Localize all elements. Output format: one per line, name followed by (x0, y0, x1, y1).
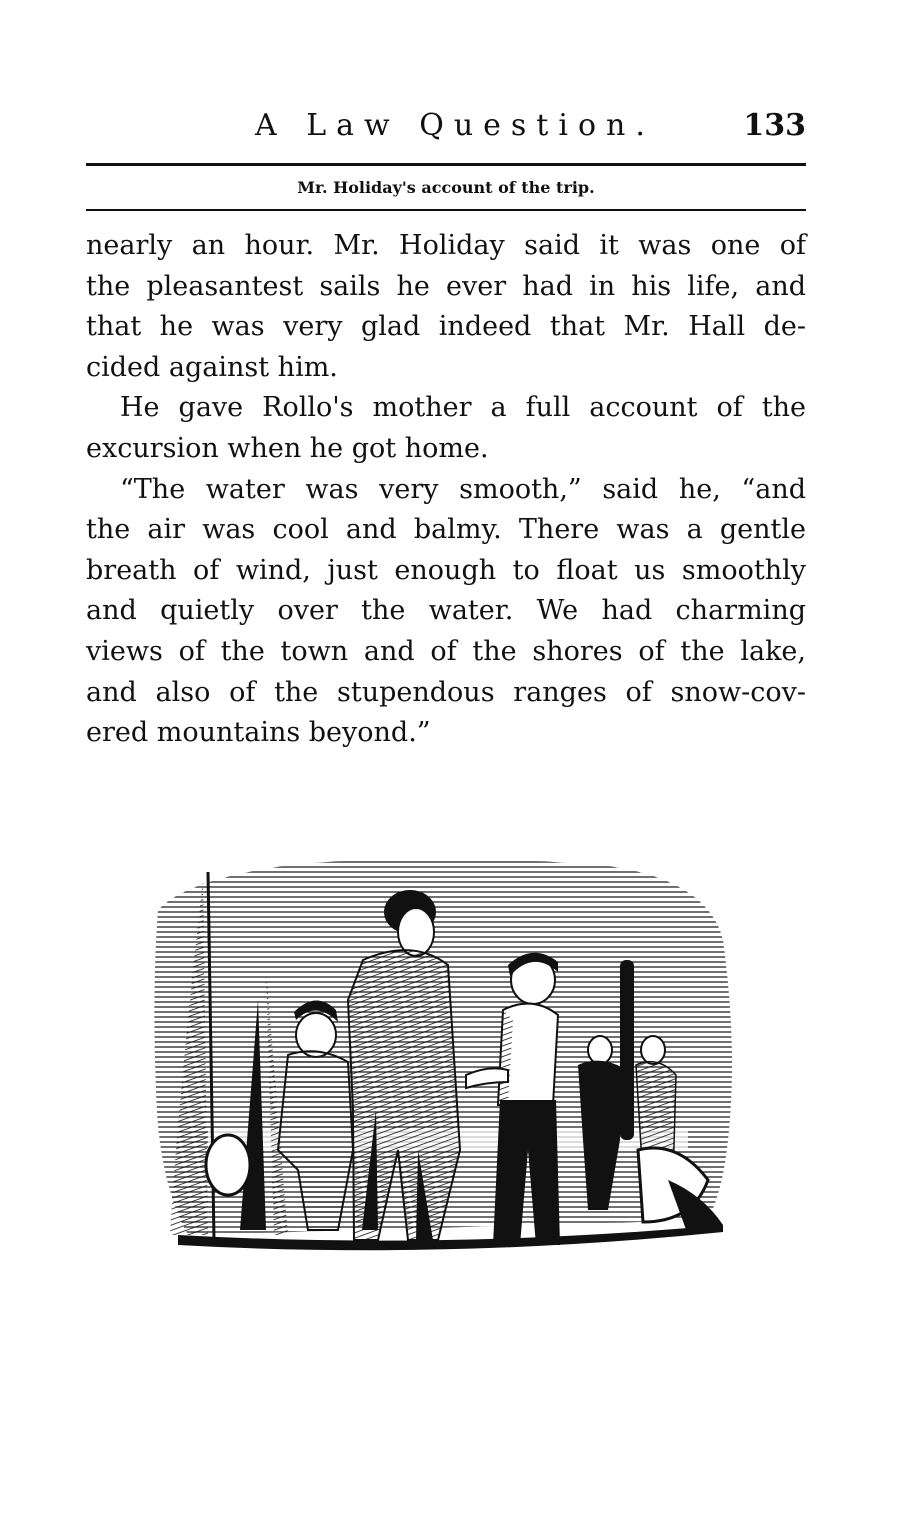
text-line: views of the town and of the shores of the lake, (86, 635, 806, 667)
text-line: breath of wind, just enough to float us smoothly (86, 554, 806, 586)
engraving-figures-icon (148, 850, 748, 1260)
paragraph-1 (86, 226, 806, 388)
paragraph-3 (86, 470, 806, 754)
running-title: A Law Question. (255, 108, 655, 143)
header-rule-bottom (86, 209, 806, 211)
text-line: nearly an hour. Mr. Holiday said it was one of (86, 230, 806, 261)
header-rule-top (86, 163, 806, 166)
text-line: cided against him. (86, 351, 338, 383)
section-subhead: Mr. Holiday's account of the trip. (297, 178, 595, 197)
paragraph-2 (86, 388, 806, 469)
text-line: that he was very glad indeed that Mr. Hall de- (86, 311, 806, 343)
text-line: and also of the stupendous ranges of snow-cov- (86, 676, 806, 708)
text-line: the pleasantest sails he ever had in his life, and (86, 270, 806, 302)
page-number: 133 (743, 108, 806, 143)
text-line: He gave Rollo's mother a full account of the (120, 392, 806, 424)
text-line: “The water was very smooth,” said he, “and (120, 473, 806, 505)
text-line: ered mountains beyond.” (86, 717, 431, 749)
body-text (86, 226, 806, 754)
text-line: the air was cool and balmy. There was a gentle (86, 514, 806, 546)
text-line: and quietly over the water. We had charming (86, 595, 806, 627)
text-line: excursion when he got home. (86, 432, 489, 464)
